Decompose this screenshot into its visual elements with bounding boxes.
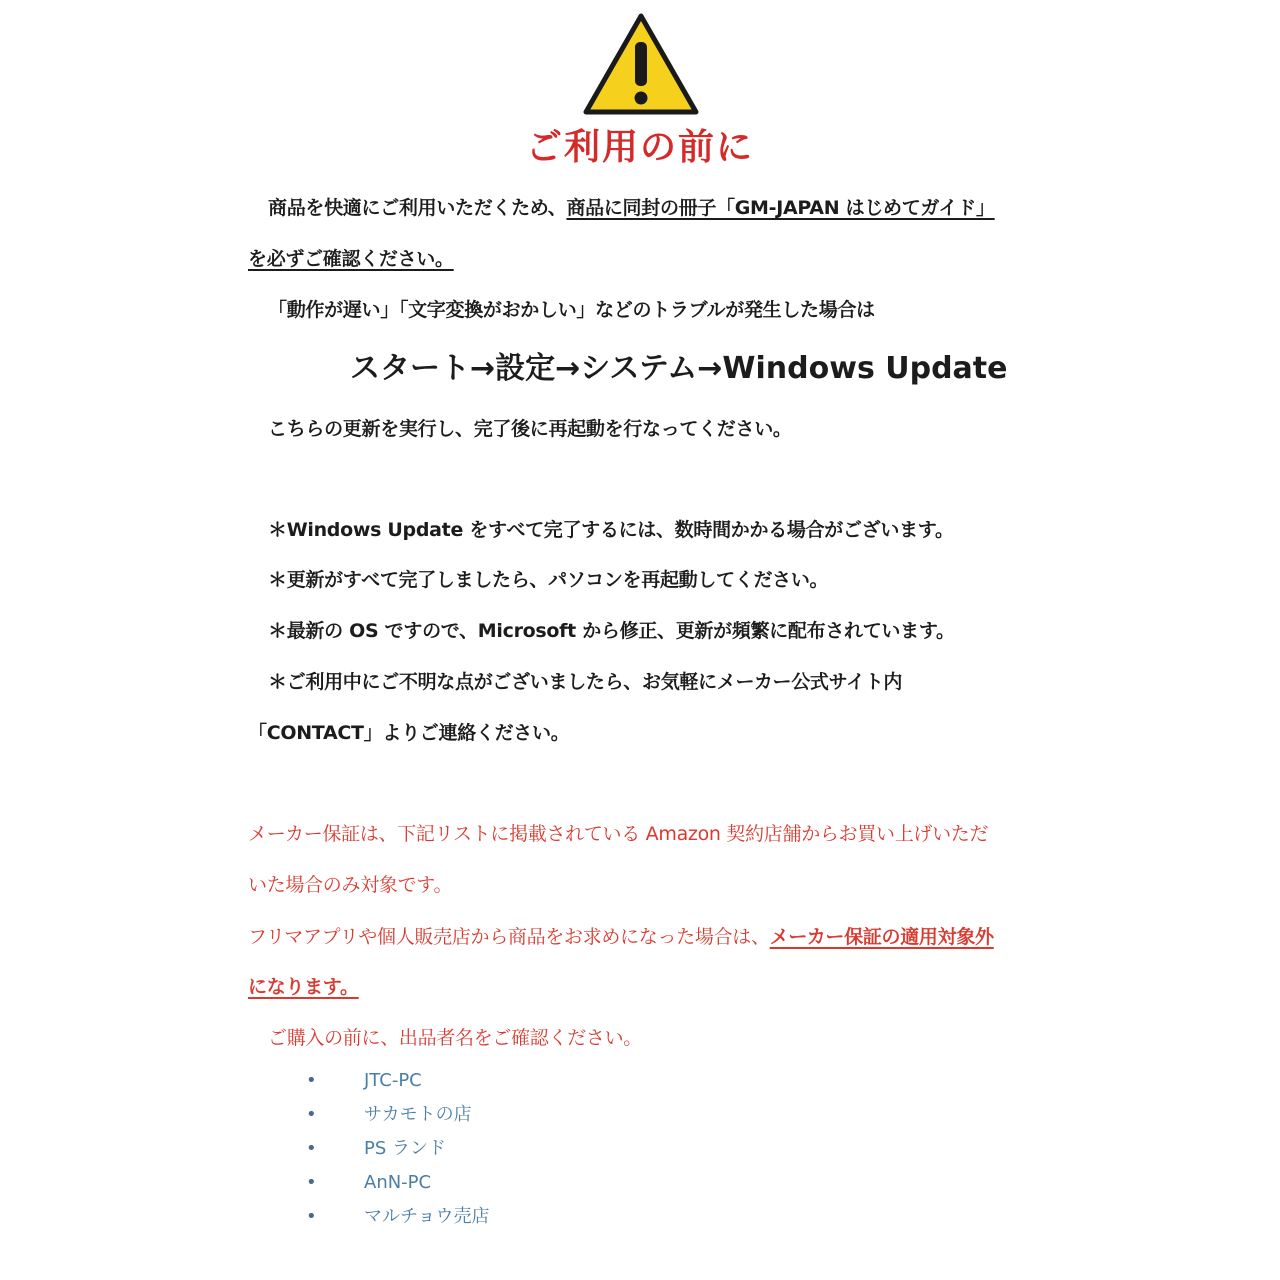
- warranty-line-3: [248, 922, 994, 952]
- list-bullet: •: [306, 1172, 317, 1193]
- intro-line-2: を必ずご確認ください。: [248, 248, 454, 270]
- store-name: マルチョウ売店: [364, 1206, 490, 1227]
- store-name: サカモトの店: [364, 1104, 472, 1125]
- guide-booklet-reference: 商品に同封の冊子「GM-JAPAN はじめてガイド」: [566, 197, 995, 219]
- store-name: AnN-PC: [364, 1172, 432, 1193]
- windows-update-path: スタート→設定→システム→Windows Update: [350, 351, 1008, 386]
- list-bullet: •: [306, 1138, 317, 1159]
- trouble-text: 「動作が遅い」「文字変換がおかしい」などのトラブルが発生した場合は: [268, 299, 875, 321]
- list-bullet: •: [306, 1206, 317, 1227]
- page-title: ご利用の前に: [525, 127, 754, 168]
- check-seller-instruction: ご購入の前に、出品者名をご確認ください。: [268, 1027, 643, 1049]
- note-restart-after-update: ＊更新がすべて完了しましたら、パソコンを再起動してください。: [268, 569, 829, 591]
- store-name: PS ランド: [364, 1138, 447, 1159]
- warning-triangle-icon: [582, 12, 700, 116]
- warranty-line-4: になります。: [248, 976, 359, 998]
- warranty-line-2: いた場合のみ対象です。: [248, 874, 453, 896]
- list-bullet: •: [306, 1104, 317, 1125]
- restart-instruction: こちらの更新を実行し、完了後に再起動を行なってください。: [268, 418, 792, 440]
- note-contact-maker: ＊ご利用中にご不明な点がございましたら、お気軽にメーカー公式サイト内: [268, 671, 903, 693]
- warranty-flea-market-text: フリマアプリや個人販売店から商品をお求めになった場合は、: [248, 926, 770, 948]
- contact-line: 「CONTACT」よりご連絡ください。: [248, 722, 570, 744]
- note-latest-os: ＊最新の OS ですので、Microsoft から修正、更新が頻繁に配布されています。: [268, 620, 955, 642]
- store-name: JTC-PC: [364, 1070, 422, 1091]
- list-bullet: •: [306, 1070, 317, 1091]
- intro-line-1: [268, 193, 995, 223]
- warranty-exclusion-text: メーカー保証の適用対象外: [769, 926, 994, 948]
- note-update-duration: ＊Windows Update をすべて完了するには、数時間かかる場合がございます。: [268, 519, 954, 541]
- warranty-line-1: メーカー保証は、下記リストに掲載されている Amazon 契約店舗からお買い上げいただ: [248, 823, 989, 845]
- intro-text: 商品を快適にご利用いただくため、: [268, 197, 567, 219]
